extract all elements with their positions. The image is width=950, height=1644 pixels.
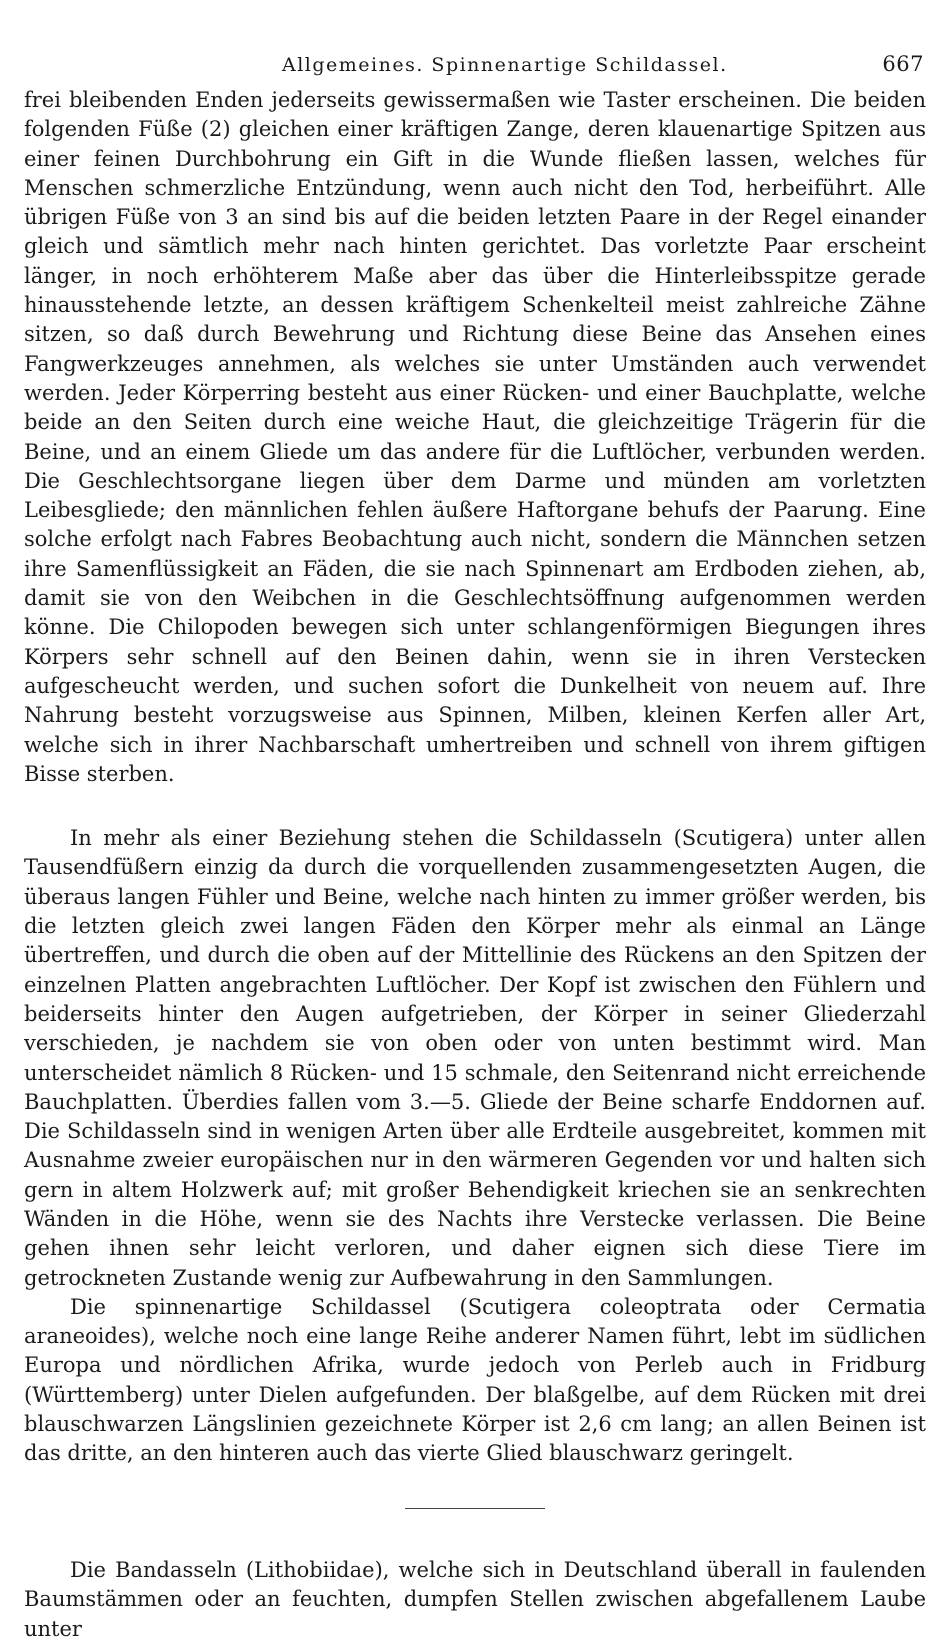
book-page [24, 50, 926, 1644]
paragraph-spinnenartige-schildassel: Die spinnenartige Schildassel (Scutigera coleoptrata oder Cermatia araneoides), welche noch eine lange Reihe anderer Namen führt, lebt im südlichen Europa und nördlichen Afrika, wurde jedoch von Perleb auch in Fridburg (Württemberg) unter Dielen aufgefunden. Der blaßgelbe, auf dem Rücken mit drei blauschwarzen Längslinien gezeichnete Körper ist 2,6 cm lang; an allen Beinen ist das dritte, an den hinteren auch das vierte Glied blauschwarz geringelt. [24, 1294, 926, 1466]
paragraph-scutigera: In mehr als einer Beziehung stehen die Schildasseln (Scutigera) unter allen Tausendfüßern einzig da durch die vorquellenden zusammengesetzten Augen, die überaus langen Fühler und Beine, welche nach hinten zu immer größer werden, bis die letzten gleich zwei langen Fäden den Körper mehr als einmal an Länge übertreffen, und durch die oben auf der Mittellinie des Rückens an den Spitzen der einzelnen Platten angebrachten Luftlöcher. Der Kopf ist zwischen den Fühlern und beiderseits hinter den Augen aufgetrieben, der Körper in seiner Gliederzahl verschieden, je nachdem sie von oben oder von unten bestimmt wird. Man unterscheidet nämlich 8 Rücken- und 15 schmale, den Seitenrand nicht erreichende Bauchplatten. Überdies fallen vom 3.—5. Gliede der Beine scharfe Enddornen auf. Die Schildasseln sind in wenigen Arten über alle Erdteile ausgebreitet, kommen mit Ausnahme zweier europäischen nur in den wärmeren Gegenden vor und halten sich gern in altem Holzwerk auf; mit großer Behendigkeit kriechen sie an senkrechten Wänden in die Höhe, wenn sie des Nachts ihre Verstecke verlassen. Die Beine gehen ihnen sehr leicht verloren, und daher eignen sich diese Tiere im getrockneten Zustande wenig zur Aufbewahrung in den Sammlungen. [24, 826, 926, 1290]
page-number: 667 [882, 52, 924, 76]
paragraph-bandasseln: Die Bandasseln (Lithobiidae), welche sich in Deutschland überall in faulenden Baumstämmen oder an feuchten, dumpfen Stellen zwischen abgefallenem Laube unter [24, 1558, 926, 1641]
running-head-title: Allgemeines. Spinnenartige Schildassel. [282, 54, 728, 76]
paragraph-chilopoda-continued: frei bleibenden Enden jederseits gewissermaßen wie Taster erscheinen. Die beiden folgenden Füße (2) gleichen einer kräftigen Zange, deren klauenartige Spitzen aus einer feinen Durchbohrung ein Gift in die Wunde fließen lassen, welches für Menschen schmerzliche Entzündung, wenn auch nicht den Tod, herbeiführt. Alle übrigen Füße von 3 an sind bis auf die beiden letzten Paare in der Regel einander gleich und sämtlich mehr nach hinten gerichtet. Das vorletzte Paar erscheint länger, in noch erhöhterem Maße aber das über die Hinterleibsspitze gerade hinausstehende letzte, an dessen kräftigem Schenkelteil meist zahlreiche Zähne sitzen, so daß durch Bewehrung und Richtung diese Beine das Ansehen eines Fangwerkzeuges annehmen, als welches sie unter Umständen auch verwendet werden. Jeder Körperring besteht aus einer Rücken- und einer Bauchplatte, welche beide an den Seiten durch eine weiche Haut, die gleichzeitige Trägerin für die Beine, und an einem Gliede um das andere für die Luftlöcher, verbunden werden. Die Geschlechtsorgane liegen über dem Darme und münden am vorletzten Leibesgliede; den männlichen fehlen äußere Haftorgane behufs der Paarung. Eine solche erfolgt nach Fabres Beobachtung auch nicht, sondern die Männchen setzen ihre Samenflüssigkeit an Fäden, die sie nach Spinnenart am Erdboden ziehen, ab, damit sie von den Weibchen in die Geschlechtsöffnung aufgenommen werden könne. Die Chilopoden bewegen sich unter schlangenförmigen Biegungen ihres Körpers sehr schnell auf den Beinen dahin, wenn sie in ihren Verstecken aufgescheucht werden, und suchen sofort die Dunkelheit von neuem auf. Ihre Nahrung besteht vorzugsweise aus Spinnen, Milben, kleinen Kerfen aller Art, welche sich in ihrer Nachbarschaft umhertreiben und schnell von ihrem giftigen Bisse sterben. [24, 88, 926, 786]
section-divider [405, 1508, 545, 1510]
running-head [24, 50, 926, 84]
